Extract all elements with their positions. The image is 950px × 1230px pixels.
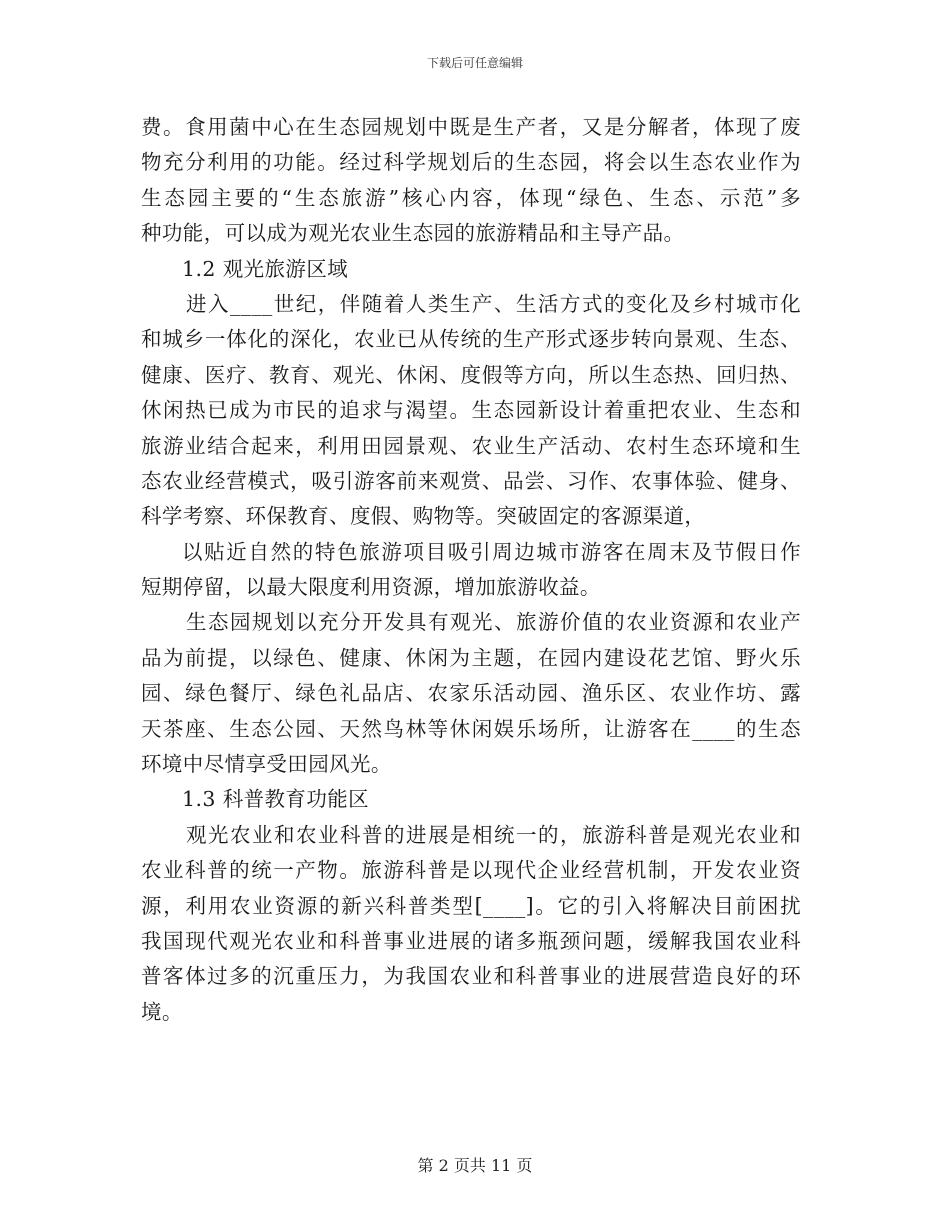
paragraph-line: 种功能，可以成为观光农业生态园的旅游精品和主导产品。 xyxy=(141,221,685,246)
paragraph-line: 和城乡一体化的深化，农业已从传统的生产形式逐步转向景观、生态、 xyxy=(141,327,801,352)
paragraph-line: 费。食用菌中心在生态园规划中既是生产者，又是分解者，体现了废 xyxy=(141,115,801,139)
paragraph-line: 农业科普的统一产物。旅游科普是以现代企业经营机制，开发农业资 xyxy=(141,858,801,883)
document-body xyxy=(141,110,801,1030)
paragraph-line: 旅游业结合起来，利用田园景观、农业生产活动、农村生态环境和生 xyxy=(141,433,801,458)
paragraph-line: 休闲热已成为市民的追求与渴望。生态园新设计着重把农业、生态和 xyxy=(141,398,801,423)
section-heading: 1.3 科普教育功能区 xyxy=(182,787,370,812)
paragraph-line: 态农业经营模式，吸引游客前来观赏、品尝、习作、农事体验、健身、 xyxy=(141,468,801,493)
paragraph-line: 科学考察、环保教育、度假、购物等。突破固定的客源渠道， xyxy=(141,504,706,529)
paragraph-line: 品为前提，以绿色、健康、休闲为主题，在园内建设花艺馆、野火乐 xyxy=(141,645,801,670)
paragraph-line: 源，利用农业资源的新兴科普类型[____]。它的引入将解决目前困扰 xyxy=(141,893,801,918)
paragraph-line: 生态园主要的“生态旅游”核心内容，体现“绿色、生态、示范”多 xyxy=(141,185,801,210)
paragraph-line: 园、绿色餐厅、绿色礼品店、农家乐活动园、渔乐区、农业作坊、露 xyxy=(141,681,801,706)
paragraph-line: 境。 xyxy=(141,999,183,1024)
paragraph-line: 进入____世纪，伴随着人类生产、生活方式的变化及乡村城市化 xyxy=(186,291,801,316)
paragraph-line: 普客体过多的沉重压力，为我国农业和科普事业的进展营造良好的环 xyxy=(141,964,801,989)
paragraph-line: 生态园规划以充分开发具有观光、旅游价值的农业资源和农业产 xyxy=(186,610,801,635)
paragraph-line: 天茶座、生态公园、天然鸟林等休闲娱乐场所，让游客在____的生态 xyxy=(141,716,801,741)
paragraph-line: 环境中尽情享受田园风光。 xyxy=(141,752,392,777)
page-number: 第 2 页共 11 页 xyxy=(417,1156,533,1175)
paragraph-line: 我国现代观光农业和科普事业进展的诸多瓶颈问题，缓解我国农业科 xyxy=(141,928,801,953)
paragraph-line: 以贴近自然的特色旅游项目吸引周边城市游客在周末及节假日作 xyxy=(182,539,801,564)
paragraph-line: 短期停留，以最大限度利用资源，增加旅游收益。 xyxy=(141,575,601,600)
paragraph-line: 健康、医疗、教育、观光、休闲、度假等方向，所以生态热、回归热、 xyxy=(141,362,801,387)
paragraph-line: 观光农业和农业科普的进展是相统一的，旅游科普是观光农业和 xyxy=(186,822,801,847)
paragraph-line: 物充分利用的功能。经过科学规划后的生态园，将会以生态农业作为 xyxy=(141,150,801,175)
section-heading: 1.2 观光旅游区域 xyxy=(182,256,349,281)
page-header: 下载后可任意编辑 xyxy=(426,56,523,70)
